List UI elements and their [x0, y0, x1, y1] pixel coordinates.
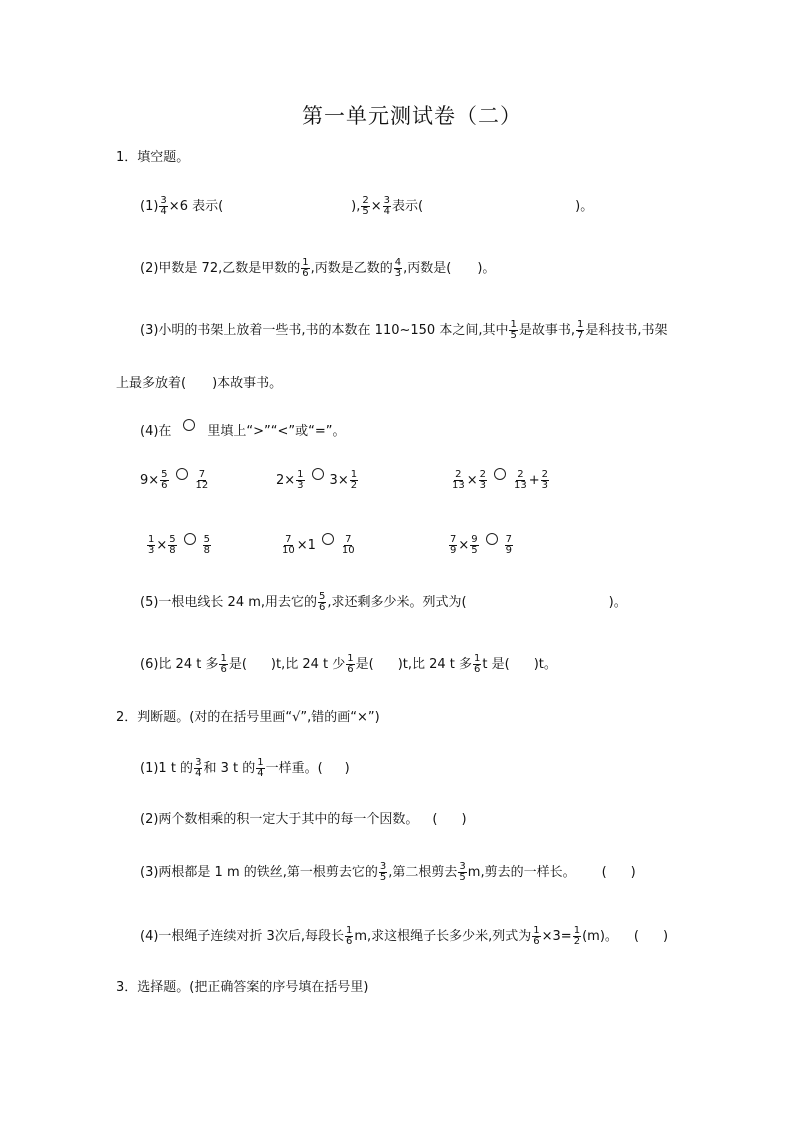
fraction: $\frac{1}{6}$	[345, 925, 353, 947]
text: (3)两根都是 1 m 的铁丝,第一根剪去它的	[140, 864, 378, 880]
fraction: $\frac{4}{3}$	[394, 257, 402, 279]
question-2-1	[140, 758, 350, 779]
fraction: $\frac{2}{5}$	[362, 195, 369, 217]
fraction: $\frac{7}{10}$	[282, 534, 295, 556]
text: (1)1 t 的	[140, 760, 194, 776]
text: )本故事书。	[212, 376, 283, 391]
text: (2)两个数相乘的积一定大于其中的每一个因数。	[140, 812, 419, 827]
text: ×3=	[541, 928, 572, 944]
text: 3×	[329, 472, 349, 488]
text: (5)一根电线长 24 m,用去它的	[140, 594, 318, 610]
fraction: $\frac{3}{5}$	[379, 861, 387, 883]
fraction: $\frac{3}{4}$	[383, 195, 391, 217]
question-2-3	[140, 862, 636, 883]
question-1-2	[140, 258, 495, 279]
fraction: $\frac{7}{10}$	[341, 534, 355, 556]
question-2-2	[140, 810, 467, 830]
text: (	[601, 864, 607, 880]
fraction: $\frac{7}{9}$	[450, 534, 457, 556]
text: 9×	[140, 472, 160, 488]
fraction: $\frac{1}{6}$	[302, 257, 309, 279]
compare-item	[146, 535, 212, 556]
text: m,求这根绳子长多少米,列式为	[354, 928, 532, 944]
fraction: $\frac{1}{6}$	[347, 653, 354, 675]
question-1-3-cont	[116, 374, 282, 394]
text: )t,比 24 t 少	[270, 656, 346, 672]
section-1-heading: 1．填空题。	[116, 150, 190, 165]
question-1-3	[140, 320, 668, 341]
text: (6)比 24 t 多	[140, 656, 219, 672]
fraction: $\frac{2}{3}$	[541, 469, 549, 491]
text: (2)甲数是 72,乙数是甲数的	[140, 260, 301, 276]
fraction: $\frac{2}{3}$	[479, 469, 487, 491]
compare-item	[448, 535, 514, 556]
question-1-5	[140, 592, 627, 613]
text: +	[528, 472, 540, 488]
text: 是(	[355, 656, 374, 672]
section-3-heading: 3．选择题。(把正确答案的序号填在括号里)	[116, 980, 369, 995]
fraction: $\frac{1}{6}$	[220, 653, 227, 675]
text: (	[432, 812, 438, 827]
question-1-4	[140, 422, 346, 442]
circle-blank	[486, 533, 498, 545]
text: )	[662, 928, 669, 944]
fraction: $\frac{7}{9}$	[505, 534, 513, 556]
text: 一样重。(	[265, 760, 323, 776]
circle-blank	[312, 468, 324, 480]
text: ×1	[296, 537, 316, 553]
text: 是科技书,书架	[585, 322, 668, 338]
fraction: $\frac{5}{8}$	[203, 534, 211, 556]
fraction: $\frac{1}{5}$	[510, 319, 517, 341]
fraction: $\frac{1}{7}$	[576, 319, 584, 341]
text: ×	[458, 537, 470, 553]
fraction: $\frac{1}{6}$	[533, 925, 540, 947]
fraction: $\frac{5}{6}$	[161, 469, 168, 491]
text: ,第二根剪去	[388, 864, 458, 880]
text: (m)。	[582, 928, 618, 944]
text: )。	[608, 594, 627, 610]
compare-item	[140, 470, 210, 491]
fraction: $\frac{5}{8}$	[169, 534, 176, 556]
fraction: $\frac{2}{13}$	[514, 469, 527, 491]
text: t 是(	[482, 656, 510, 672]
text: (	[633, 928, 639, 944]
fraction: $\frac{7}{12}$	[195, 469, 209, 491]
circle-blank	[494, 468, 506, 480]
fraction: $\frac{1}{2}$	[350, 469, 358, 491]
text: )	[461, 812, 467, 827]
text: 上最多放着(	[116, 376, 187, 391]
fraction: $\frac{1}{4}$	[257, 757, 264, 779]
question-2-4	[140, 926, 668, 947]
text: 表示(	[392, 198, 424, 214]
text: )。	[477, 260, 496, 276]
question-1-6	[140, 654, 557, 675]
question-1-1	[140, 196, 593, 217]
text: )	[344, 760, 350, 776]
text: ×	[370, 198, 382, 214]
fraction: $\frac{9}{5}$	[471, 534, 478, 556]
fraction: $\frac{1}{2}$	[573, 925, 581, 947]
circle-blank	[176, 468, 188, 480]
text: 和 3 t 的	[203, 760, 256, 776]
circle-blank	[183, 419, 195, 431]
text: 是故事书,	[518, 322, 575, 338]
text: (4)一根绳子连续对折 3次后,每段长	[140, 928, 344, 944]
text: ),	[351, 198, 361, 214]
text: (1)	[140, 198, 159, 214]
text: ,求还剩多少米。列式为(	[327, 594, 467, 610]
text: ,丙数是(	[403, 260, 452, 276]
text: ×	[156, 537, 168, 553]
text: )	[630, 864, 636, 880]
text: (4)在	[140, 424, 172, 439]
text: 是(	[228, 656, 247, 672]
fraction: $\frac{1}{3}$	[297, 469, 304, 491]
fraction: $\frac{5}{6}$	[319, 591, 326, 613]
compare-item	[276, 470, 359, 491]
text: 里填上“>”“<”或“=”。	[207, 424, 346, 439]
fraction: $\frac{3}{5}$	[459, 861, 466, 883]
page-title: 第一单元测试卷（二）	[302, 104, 522, 128]
fraction: $\frac{3}{4}$	[160, 195, 167, 217]
text: )。	[575, 198, 594, 214]
circle-blank	[184, 533, 196, 545]
fraction: $\frac{3}{4}$	[195, 757, 202, 779]
text: 2×	[276, 472, 296, 488]
circle-blank	[322, 533, 334, 545]
fraction: $\frac{2}{13}$	[452, 469, 465, 491]
text: ,丙数是乙数的	[310, 260, 393, 276]
fraction: $\frac{1}{3}$	[148, 534, 155, 556]
text: (3)小明的书架上放着一些书,书的本数在 110~150 本之间,其中	[140, 322, 509, 338]
text: )t,比 24 t 多	[397, 656, 473, 672]
text: m,剪去的一样长。	[467, 864, 576, 880]
compare-item	[280, 535, 357, 556]
text: )t。	[533, 656, 557, 672]
section-2-heading: 2．判断题。(对的在括号里画“√”,错的画“×”)	[116, 710, 380, 725]
compare-item	[450, 470, 550, 491]
fraction: $\frac{1}{6}$	[474, 653, 481, 675]
text: ×	[466, 472, 478, 488]
text: ×6 表示(	[168, 198, 224, 214]
